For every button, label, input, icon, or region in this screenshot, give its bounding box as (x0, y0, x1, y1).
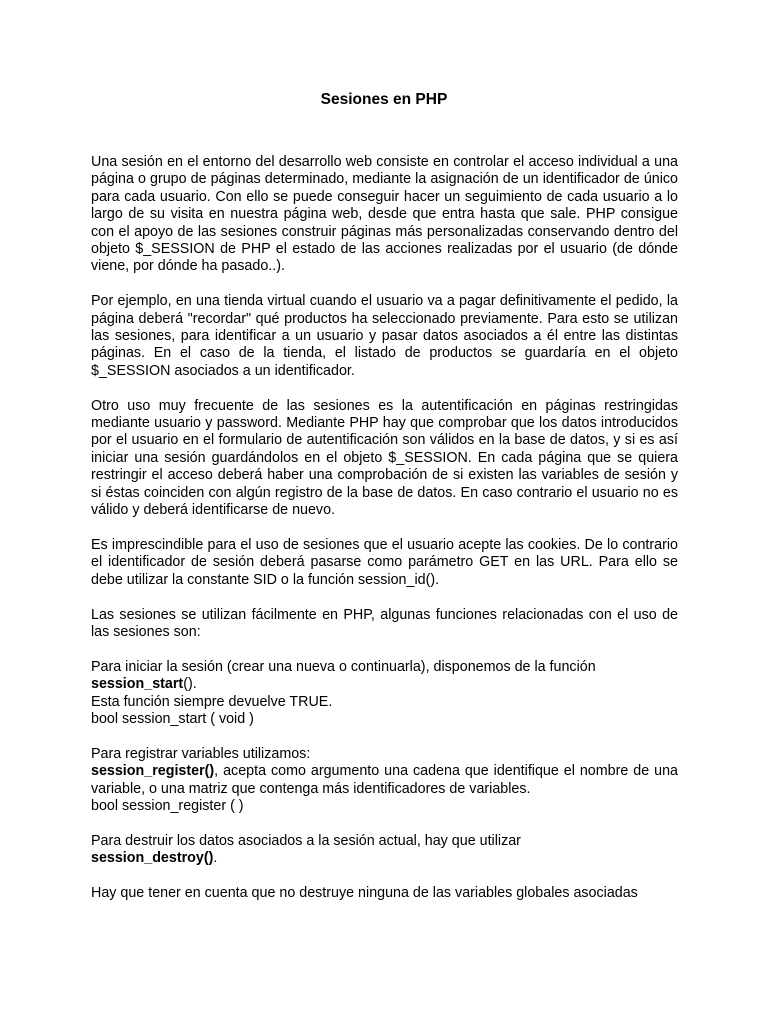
session-register-function: session_register() (91, 763, 215, 780)
session-register-description: , acepta como argumento una cadena que identifique el nombre de una variable, o una matriz que contenga más identificadores de variables. (91, 763, 678, 797)
session-destroy-intro: Para destruir los datos asociados a la sesión actual, hay que utilizar (91, 832, 521, 849)
session-destroy-function: session_destroy() (91, 850, 214, 867)
session-destroy-function-line (91, 850, 678, 867)
session-register-intro: Para registrar variables utilizamos: (91, 745, 311, 762)
session-start-function-line (91, 676, 678, 693)
paragraph-global-variables: Hay que tener en cuenta que no destruye ninguna de las variables globales asociadas (91, 884, 638, 901)
paragraph-cookies: Es imprescindible para el uso de sesiones que el usuario acepte las cookies. De lo contrario el identificador de sesión deberá pasarse como parámetro GET en las URL. Para ello se debe utilizar la constante SID o la función session_id(). (91, 536, 678, 588)
session-start-returns: Esta función siempre devuelve TRUE. (91, 693, 333, 710)
paragraph-session-start (91, 659, 678, 729)
document-title: Sesiones en PHP (320, 91, 448, 108)
paragraph-authentication: Otro uso muy frecuente de las sesiones es la autentificación en páginas restringidas mediante usuario y password. Mediante PHP hay que comprobar que los datos introducidos por el usuario en el formulario de autentificación son válidos en la base de datos, y si es así iniciar una sesión guardándolos en el objeto $_SESSION. En cada página que se quiera restringir el acceso deberá haber una comprobación de si existen las variables de sesión y si éstas coinciden con algún registro de la base de datos. En caso contrario el usuario no es válido y deberá identificarse de nuevo. (91, 397, 678, 519)
session-start-function: session_start (91, 676, 184, 693)
session-start-function-suffix: (). (183, 676, 197, 693)
session-start-intro: Para iniciar la sesión (crear una nueva o continuarla), disponemos de la función (91, 658, 596, 675)
document-body (91, 154, 678, 920)
paragraph-virtual-store-example: Por ejemplo, en una tienda virtual cuando el usuario va a pagar definitivamente el pedido, la página deberá "recordar" qué productos ha seleccionado previamente. Para esto se utilizan las sesiones, para identificar a un usuario y pasar datos asociados a él entre las distintas páginas. En el caso de la tienda, el listado de productos se guardaría en el objeto $_SESSION asociados a un identificador. (91, 293, 678, 379)
session-start-signature: bool session_start ( void ) (91, 710, 254, 727)
paragraph-session-destroy (91, 833, 678, 868)
paragraph-session-register (91, 746, 678, 816)
session-destroy-suffix: . (213, 850, 218, 867)
paragraph-session-definition: Una sesión en el entorno del desarrollo web consiste en controlar el acceso individual a una página o grupo de páginas determinado, mediante la asignación de un identificador de único para cada usuario. Con ello se puede conseguir hacer un seguimiento de cada usuario a lo largo de su visita en nuestra página web, desde que entra hasta que sale. PHP consigue con el apoyo de las sesiones construir páginas más personalizadas conservando dentro del objeto $_SESSION de PHP el estado de las acciones realizadas por el usuario (de dónde viene, por dónde ha pasado..). (91, 154, 678, 275)
paragraph-functions-intro: Las sesiones se utilizan fácilmente en PHP, algunas funciones relacionadas con el uso de las sesiones son: (91, 606, 678, 640)
session-register-signature: bool session_register ( ) (91, 797, 244, 814)
